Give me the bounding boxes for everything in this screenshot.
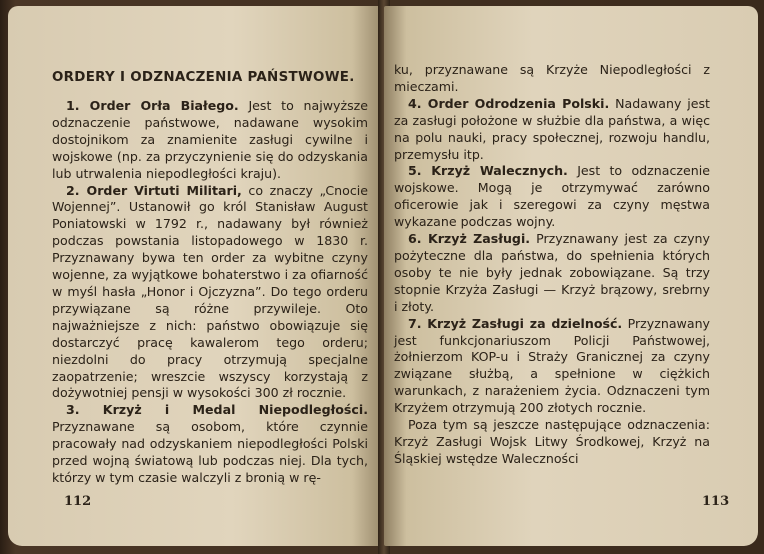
section-body: Nadawany jest za zasługi położone w służbie dla państwa, a więc na polu nauki, pracy społecznej, rozwoju handlu, przemysłu itp. <box>394 95 710 162</box>
left-page <box>8 6 382 546</box>
section-body: Przyznawane są osobom, które czynnie pracowały nad odzyskaniem niepodległości Polski przed wojną światową lub podczas niej. Dla tych, którzy w tym czasie walczyli z bronią w rę- <box>52 419 368 485</box>
section-5 <box>394 163 710 231</box>
section-title: 2. Order Virtuti Militari, <box>66 182 242 198</box>
section-title: 3. Krzyż i Medal Niepodległości. <box>66 402 368 418</box>
left-page-text <box>52 98 368 487</box>
section-body: co znaczy „Cnocie Wojennej”. Ustanowił go król Stanisław August Poniatowski w 1792 r., nadawany był również podczas powstania listopadowego w 1830 r. Przyznawany bywa ten order za wybitne czyny wojenne, za wyjątkowe bohaterstwo i za ofiarność w myśl hasła „Honor i Ojczyzna”. Do tego orderu przywiązane są różne przywileje. Oto najważniejsze z nich: państwo obowiązuje się dostarczyć pracę kawalerom tego orderu; niezdolni do pracy otrzymują specjalne zaopatrzenie; wreszcie wszyscy korzystają z dożywotniej pensji w wysokości 300 zł rocznie. <box>52 182 369 401</box>
section-title: 1. Order Orła Białego. <box>66 98 239 113</box>
section-7 <box>394 316 710 417</box>
page-number-right: 113 <box>702 494 730 509</box>
right-page-text <box>394 62 710 468</box>
section-body: Jest to najwyższe odznaczenie państwowe, nadawane wysokim dostojnikom za znamienite zasługi cywilne i wojskowe (np. za przyczynienie się do odzyskania lub utrwalenia niepodległości kraju). <box>52 98 368 181</box>
right-page <box>384 6 758 546</box>
section-body: Przyznawany jest za czyny pożyteczne dla państwa, do spełnienia których osoby te nie były jednak zobowiązane. Są trzy stopnie Krzyża Zasługi — Krzyż brązowy, srebrny i złoty. <box>394 231 710 314</box>
page-number-left: 112 <box>64 494 92 509</box>
section-title: 7. Krzyż Zasługi za dzielność. <box>408 315 623 331</box>
section-title: 6. Krzyż Zasługi. <box>408 231 531 247</box>
section-3 <box>52 402 368 487</box>
closing-paragraph: Poza tym są jeszcze następujące odznaczenia: Krzyż Zasługi Wojsk Litwy Środkowej, Krzyż na Śląskiej wstędze Waleczności <box>394 417 710 466</box>
section-title: 5. Krzyż Walecznych. <box>408 163 568 179</box>
section-body: Przyznawany jest funkcjonariuszom Policji Państwowej, żołnierzom KOP-u i Straży Granicznej za czyny związane służbą, a spełnione w ciężkich warunkach, z narażeniem życia. Odznaczeni tym Krzyżem otrzymują 200 złotych rocznie. <box>394 315 711 416</box>
section-6 <box>394 231 710 316</box>
section-4 <box>394 96 710 164</box>
section-1 <box>52 98 368 183</box>
section-body: Jest to odznaczenie wojskowe. Mogą je otrzymywać zarówno oficerowie jak i szeregowi za czyny męstwa wykazane podczas wojny. <box>394 163 710 230</box>
chapter-heading: ORDERY I ODZNACZENIA PAŃSTWOWE. <box>52 70 355 85</box>
section-2 <box>52 183 368 403</box>
section-title: 4. Order Odrodzenia Polski. <box>408 95 610 111</box>
continuation-text: ku, przyznawane są Krzyże Niepodległości z mieczami. <box>394 62 710 94</box>
